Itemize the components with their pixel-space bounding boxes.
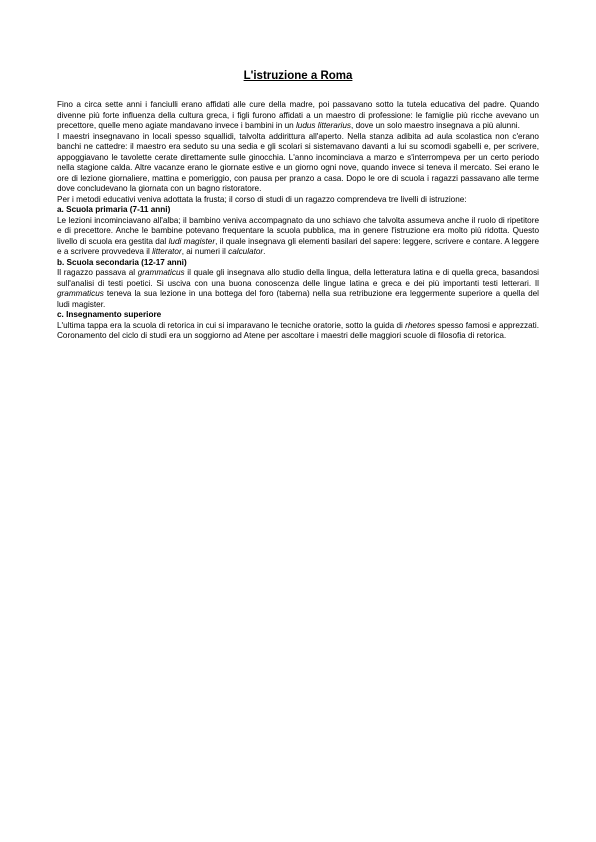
section-text-higher: L'ultima tappa era la scuola di retorica in cui si imparavano le tecniche oratorie, sotto la guida di rhetores spesso famosi e apprezzati. Coronamento del ciclo di studi era un soggiorno ad Atene per ascoltare i maestri delle maggiori scuole di filosofia di retorica.	[57, 320, 539, 340]
latin-term: litterator	[152, 247, 182, 256]
latin-term: ludus litterarius	[295, 121, 352, 130]
latin-term: calculator	[228, 247, 264, 256]
section-text-secondary: Il ragazzo passava al grammaticus il quale gli insegnava allo studio della lingua, della letteratura latina e di quella greca, basandosi sull'analisi di testi poetici. Si usciva con una buona conoscenza delle lingue latina e greca e dei più importanti testi letterari. Il grammaticus teneva la sua lezione in una bottega del foro (taberna) nella sua retribuzione era leggermente superiore a quella del ludi magister.	[57, 268, 539, 309]
section-heading-secondary: b. Scuola secondaria (12-17 anni)	[57, 257, 187, 267]
section-text-primary: Le lezioni incominciavano all'alba; il bambino veniva accompagnato da uno schiavo che talvolta assumeva anche il ruolo di ripetitore e di precettore. Anche le bambine potevano frequentare la scuola pubblica, ma in genere l'istruzione era molto più ridotta. Questo livello di scuola era gestita dal ludi magister, il quale insegnava gli elementi basilari del sapere: leggere, scrivere e contare. A leggere e a scrivere provvedeva il litterator, ai numeri il calculator.	[57, 215, 539, 256]
section-heading-higher: c. Insegnamento superiore	[57, 310, 162, 319]
latin-term: rhetores	[405, 320, 436, 330]
intro-paragraph-2: I maestri insegnavano in locali spesso squallidi, talvolta addirittura all'aperto. Nella stanza adibita ad aula scolastica non c'erano banchi ne cattedre: il maestro era seduto su una sedia e gli scolari si sistemavano davanti a lui su scomodi sgabelli e, per scrivere, appoggiavano le tavolette cerate direttamente sulle ginocchia. L'anno incominciava a marzo e s'interrompeva per un certo periodo nella stagione calda. Altre vacanze erano le giornate estive e un giorno ogni nove, quando invece si teneva il mercato. Sei erano le ore di lezione giornaliere, mattina e pomeriggio, con pausa per pranzo a casa. Dopo le ore di scuola i ragazzi passavano alle terme dove concludevano la giornata con un bagno ristoratore.	[57, 131, 539, 193]
document-body	[57, 100, 539, 342]
latin-term: grammaticus	[57, 289, 104, 298]
latin-term: ludi magister	[168, 236, 216, 246]
page-title: L'istruzione a Roma	[243, 70, 353, 82]
latin-term: grammaticus	[137, 268, 185, 277]
section-heading-primary: a. Scuola primaria (7-11 anni)	[57, 205, 171, 214]
intro-paragraph-1: Fino a circa sette anni i fanciulli erano affidati alle cure della madre, poi passavano sotto la tutela educativa del padre. Quando divenne più forte influenza della cultura greca, i figli furono affidati a un maestro di professione: le famiglie più ricche avevano un precettore, quelle meno agiate mandavano invece i bambini in un ludus litterarius, dove un solo maestro insegnava a più alunni.	[57, 100, 539, 130]
intro-paragraph-3: Per i metodi educativi veniva adottata la frusta; il corso di studi di un ragazzo comprendeva tre livelli di istruzione:	[57, 194, 467, 204]
